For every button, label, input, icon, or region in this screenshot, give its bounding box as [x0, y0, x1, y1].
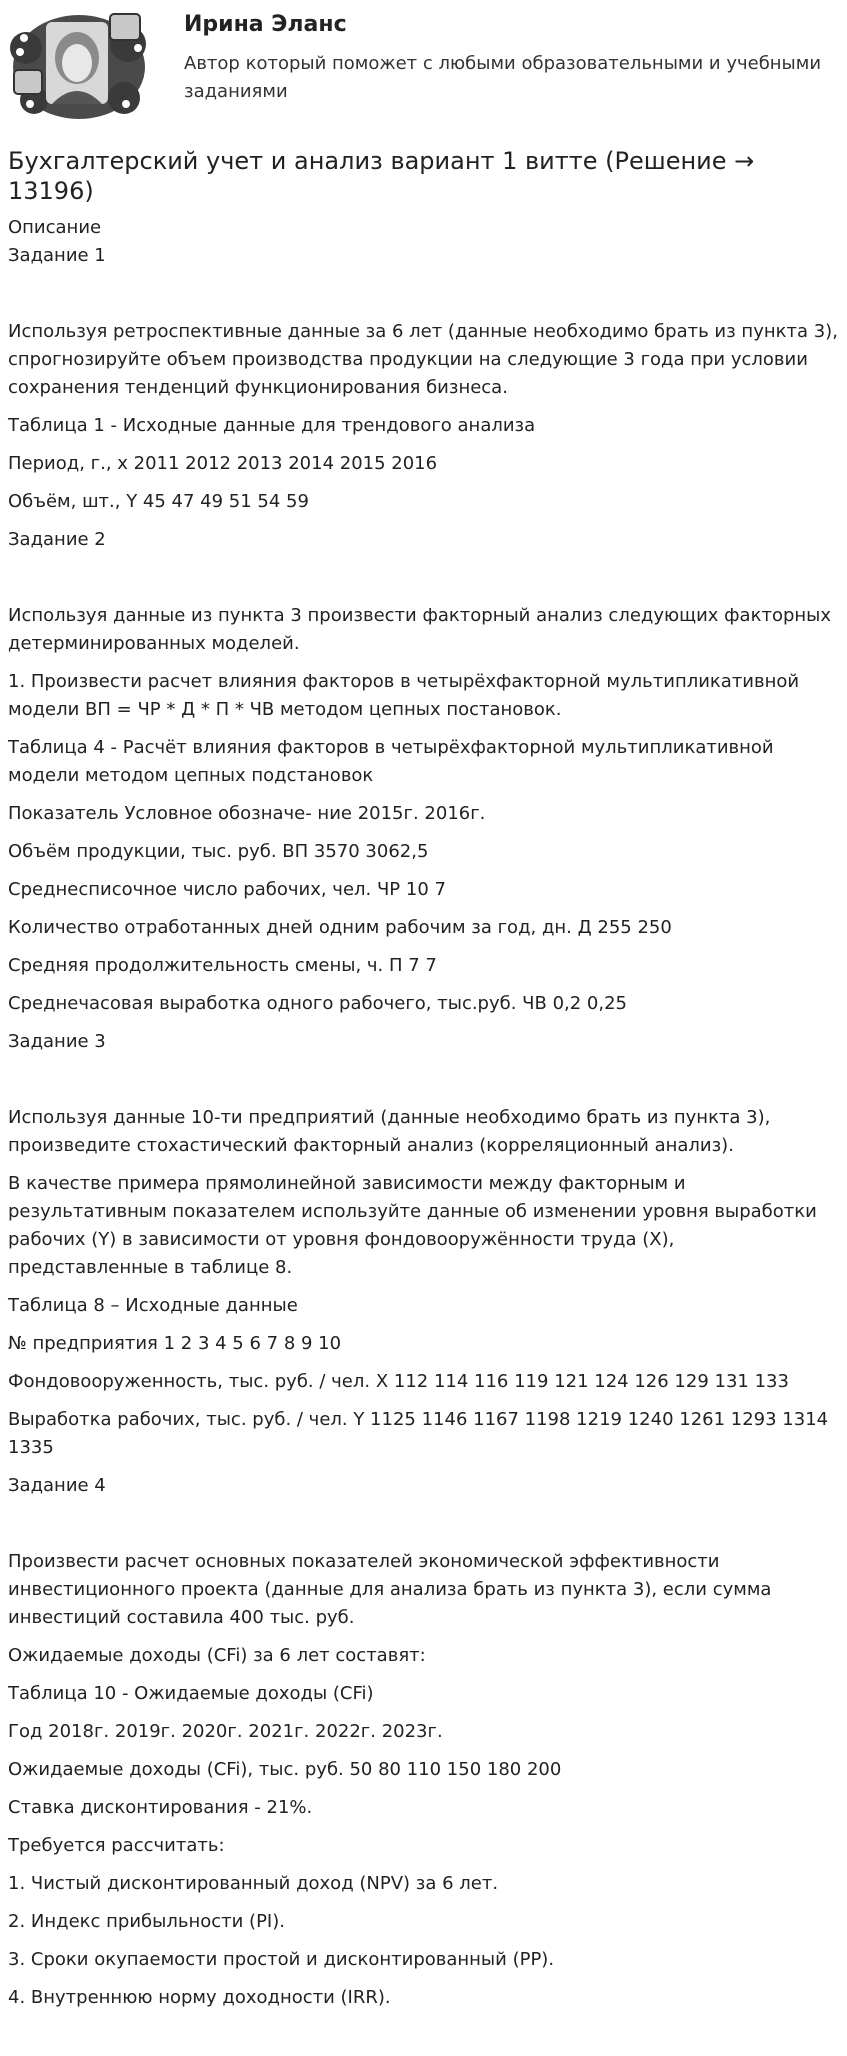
author-description: Автор который поможет с любыми образовательными и учебными заданиями — [184, 53, 822, 102]
task4-paragraph: 2. Индекс прибыльности (PI). — [8, 1911, 285, 1932]
task4-paragraph: 1. Чистый дисконтированный доход (NPV) за 6 лет. — [8, 1873, 499, 1894]
task3-paragraph: Фондовооруженность, тыс. руб. / чел. X 112 114 116 119 121 124 126 129 131 133 — [8, 1371, 789, 1392]
task2-paragraph: Средняя продолжительность смены, ч. П 7 7 — [8, 955, 437, 976]
task1-heading: Задание 1 — [8, 245, 106, 266]
task4-heading: Задание 4 — [8, 1475, 106, 1496]
description-label: Описание — [8, 217, 102, 238]
task1-paragraph: Используя ретроспективные данные за 6 лет (данные необходимо брать из пункта 3), спрогнозируйте объем производства продукции на следующие 3 года при условии сохранения тенденций функционирования бизнеса. — [8, 321, 838, 398]
task2-heading: Задание 2 — [8, 529, 106, 550]
task2-paragraph: Используя данные из пункта 3 произвести факторный анализ следующих факторных детерминированных моделей. — [8, 605, 832, 654]
task4-paragraph: Ожидаемые доходы (CFi) за 6 лет составят: — [8, 1645, 426, 1666]
author-header — [0, 0, 847, 132]
task4-paragraph: Год 2018г. 2019г. 2020г. 2021г. 2022г. 2023г. — [8, 1721, 443, 1742]
task2-paragraph: Среднесписочное число рабочих, чел. ЧР 10 7 — [8, 879, 446, 900]
task2-paragraph: Объём продукции, тыс. руб. ВП 3570 3062,5 — [8, 841, 429, 862]
task1-paragraph: Таблица 1 - Исходные данные для трендового анализа — [8, 415, 536, 436]
task4-paragraph: 3. Сроки окупаемости простой и дисконтированный (PP). — [8, 1949, 555, 1970]
task3-paragraph: Выработка рабочих, тыс. руб. / чел. Y 1125 1146 1167 1198 1219 1240 1261 1293 1314 1335 — [8, 1409, 829, 1458]
task3-paragraph: № предприятия 1 2 3 4 5 6 7 8 9 10 — [8, 1333, 342, 1354]
task4-paragraph: Ожидаемые доходы (CFi), тыс. руб. 50 80 110 150 180 200 — [8, 1759, 562, 1780]
task1-paragraph: Период, г., x 2011 2012 2013 2014 2015 2016 — [8, 453, 438, 474]
task2-paragraph: Среднечасовая выработка одного рабочего, тыс.руб. ЧВ 0,2 0,25 — [8, 993, 628, 1014]
task4-paragraph: Произвести расчет основных показателей экономической эффективности инвестиционного проекта (данные для анализа брать из пункта 3), если сумма инвестиций составила 400 тыс. руб. — [8, 1551, 772, 1628]
task2-paragraph: Показатель Условное обозначе- ние 2015г. 2016г. — [8, 803, 486, 824]
task2-paragraph: Количество отработанных дней одним рабочим за год, дн. Д 255 250 — [8, 917, 672, 938]
task1-paragraph: Объём, шт., Y 45 47 49 51 54 59 — [8, 491, 309, 512]
task3-paragraph: Используя данные 10-ти предприятий (данные необходимо брать из пункта 3), произведите стохастический факторный анализ (корреляционный анализ). — [8, 1107, 771, 1156]
document-content — [0, 146, 847, 2012]
task2-paragraph: 1. Произвести расчет влияния факторов в четырёхфакторной мультипликативной модели ВП = ЧР * Д * П * ЧВ методом цепных постановок. — [8, 671, 800, 720]
task3-paragraph: Таблица 8 – Исходные данные — [8, 1295, 298, 1316]
task4-paragraph: Ставка дисконтирования - 21%. — [8, 1797, 313, 1818]
task4-paragraph: 4. Внутреннюю норму доходности (IRR). — [8, 1987, 391, 2008]
author-name[interactable]: Ирина Эланс — [184, 12, 347, 37]
author-avatar — [6, 8, 152, 126]
task2-paragraph: Таблица 4 - Расчёт влияния факторов в четырёхфакторной мультипликативной модели методом цепных подстановок — [8, 737, 774, 786]
task4-paragraph: Таблица 10 - Ожидаемые доходы (CFi) — [8, 1683, 374, 1704]
task4-paragraph: Требуется рассчитать: — [8, 1835, 225, 1856]
document-title: Бухгалтерский учет и анализ вариант 1 витте (Решение → 13196) — [8, 147, 755, 205]
task3-heading: Задание 3 — [8, 1031, 106, 1052]
task3-paragraph: В качестве примера прямолинейной зависимости между факторным и результативным показателем используйте данные об изменении уровня выработки рабочих (Y) в зависимости от уровня фондовооружённости труда (X), представленные в таблице 8. — [8, 1173, 817, 1278]
